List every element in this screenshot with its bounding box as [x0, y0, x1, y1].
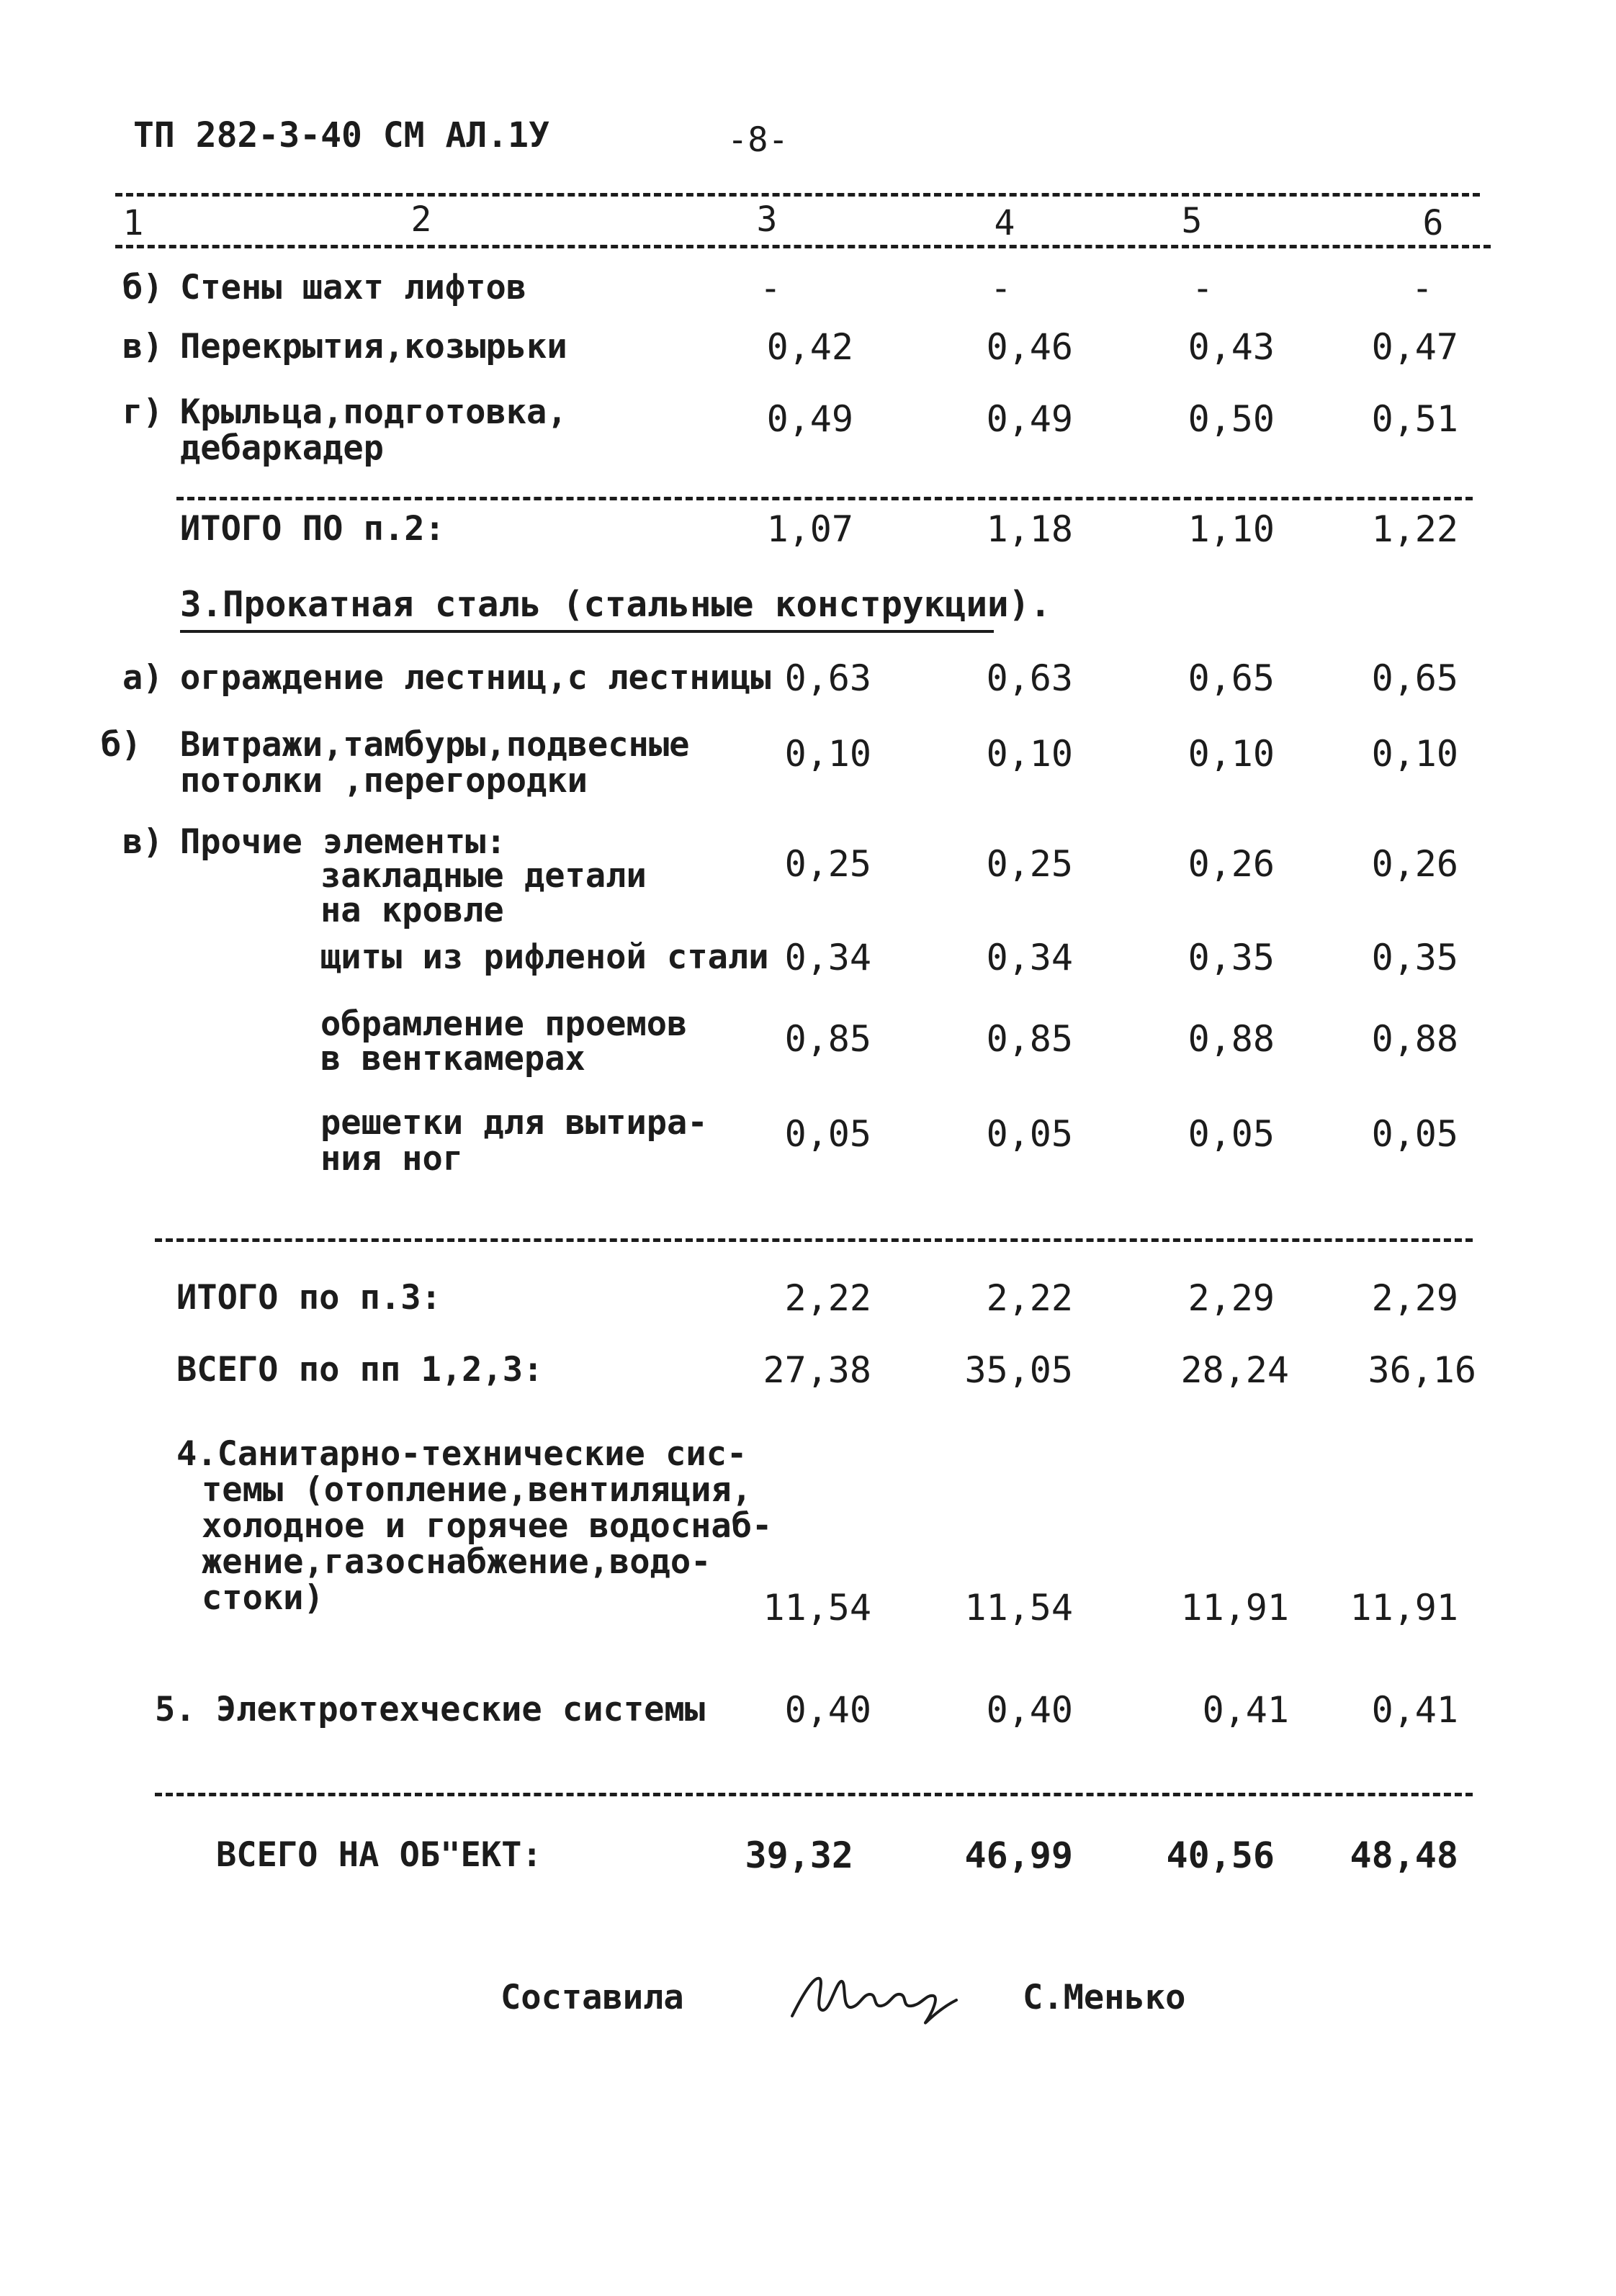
value-col3: -	[759, 267, 781, 309]
grand-total-label: ВСЕГО НА ОБ"ЕКТ:	[216, 1835, 542, 1875]
column-header-1: 1	[122, 203, 144, 243]
value-col6: 1,22	[1371, 508, 1458, 550]
row-label-cont: потолки ,перегородки	[180, 761, 588, 801]
section-4-label-cont: стоки)	[202, 1578, 324, 1618]
value-col3: 1,07	[766, 508, 853, 550]
row-mark: б)	[122, 268, 163, 307]
section-3-total-rule	[155, 1238, 1473, 1242]
value-col6: 0,26	[1371, 843, 1458, 885]
value-col6: 0,05	[1371, 1113, 1458, 1155]
value-col6: 36,16	[1368, 1349, 1476, 1391]
subrow-label: обрамление проемов	[320, 1004, 688, 1044]
value-col5: -	[1191, 267, 1213, 309]
value-col5: 40,56	[1166, 1834, 1275, 1876]
row-label: Прочие элементы:	[180, 822, 506, 862]
value-col3: 0,49	[766, 398, 853, 440]
subrow-label-cont: на кровле	[320, 891, 504, 930]
subtotal-rule	[176, 497, 1473, 500]
section-3-title: 3.Прокатная сталь (стальные конструкции).	[180, 584, 1051, 625]
column-header-2: 2	[410, 199, 432, 240]
section-4-label-cont: темы (отопление,вентиляция,	[202, 1470, 753, 1510]
handwritten-signature	[785, 1966, 965, 2030]
value-col4: 1,18	[986, 508, 1073, 550]
value-col4: -	[989, 267, 1012, 309]
row-label: ограждение лестниц,с лестницы	[180, 658, 771, 698]
section-3-underline	[180, 630, 994, 633]
value-col4: 0,63	[986, 657, 1073, 699]
value-col4: 0,46	[986, 326, 1073, 368]
value-col3: 39,32	[745, 1834, 853, 1876]
row-label: Крыльца,подготовка,	[180, 392, 567, 432]
value-col5: 0,10	[1188, 733, 1275, 775]
value-col4: 46,99	[964, 1834, 1073, 1876]
value-col5: 2,29	[1188, 1277, 1275, 1319]
subrow-label: закладные детали	[320, 856, 647, 896]
section-4-label-cont: холодное и горячее водоснаб-	[202, 1506, 773, 1546]
value-col3: 11,54	[763, 1587, 871, 1629]
value-col6: 0,10	[1371, 733, 1458, 775]
header-rule-top	[115, 193, 1480, 197]
value-col4: 0,85	[986, 1018, 1073, 1060]
subrow-label-cont: ния ног	[320, 1139, 464, 1179]
grand-total-rule	[155, 1793, 1473, 1796]
total-2-label: ИТОГО ПО п.2:	[180, 509, 445, 549]
row-mark: г)	[122, 392, 163, 432]
compiler-name: С.Менько	[1023, 1978, 1186, 2017]
row-mark: в)	[122, 327, 163, 366]
value-col4: 0,25	[986, 843, 1073, 885]
section-5-label: 5. Электротехческие системы	[155, 1690, 706, 1729]
row-label: Перекрытия,козырьки	[180, 327, 567, 366]
value-col6: -	[1411, 267, 1433, 309]
section-4-label: 4.Санитарно-технические сис-	[176, 1434, 748, 1474]
value-col4: 0,40	[986, 1689, 1073, 1731]
value-col5: 11,91	[1180, 1587, 1289, 1629]
value-col3: 0,34	[784, 937, 871, 978]
row-label: Витражи,тамбуры,подвесные	[180, 725, 690, 765]
value-col3: 0,05	[784, 1113, 871, 1155]
value-col3: 0,25	[784, 843, 871, 885]
value-col4: 11,54	[964, 1587, 1073, 1629]
subrow-label: щиты из рифленой стали	[320, 937, 769, 977]
total-123-label: ВСЕГО по пп 1,2,3:	[176, 1350, 544, 1390]
value-col6: 2,29	[1371, 1277, 1458, 1319]
section-4-label-cont: жение,газоснабжение,водо-	[202, 1542, 712, 1582]
value-col5: 0,43	[1188, 326, 1275, 368]
header-rule-bottom	[115, 245, 1491, 248]
row-mark: б)	[101, 725, 142, 765]
value-col4: 0,49	[986, 398, 1073, 440]
value-col5: 0,50	[1188, 398, 1275, 440]
value-col4: 0,34	[986, 937, 1073, 978]
value-col5: 1,10	[1188, 508, 1275, 550]
row-mark: а)	[122, 658, 163, 698]
subrow-label: решетки для вытира-	[320, 1103, 708, 1143]
value-col6: 0,41	[1371, 1689, 1458, 1731]
row-mark: в)	[122, 822, 163, 862]
value-col4: 0,10	[986, 733, 1073, 775]
total-3-label: ИТОГО по п.3:	[176, 1278, 441, 1318]
value-col6: 48,48	[1350, 1834, 1458, 1876]
value-col5: 0,35	[1188, 937, 1275, 978]
value-col3: 2,22	[784, 1277, 871, 1319]
value-col6: 0,88	[1371, 1018, 1458, 1060]
value-col5: 0,05	[1188, 1113, 1275, 1155]
value-col5: 28,24	[1180, 1349, 1289, 1391]
value-col3: 0,10	[784, 733, 871, 775]
subrow-label-cont: в венткамерах	[320, 1039, 585, 1079]
value-col5: 0,41	[1202, 1689, 1289, 1731]
value-col4: 0,05	[986, 1113, 1073, 1155]
value-col4: 35,05	[964, 1349, 1073, 1391]
value-col5: 0,88	[1188, 1018, 1275, 1060]
value-col3: 27,38	[763, 1349, 871, 1391]
value-col3: 0,85	[784, 1018, 871, 1060]
row-label-cont: дебаркадер	[180, 428, 384, 468]
value-col3: 0,63	[784, 657, 871, 699]
value-col6: 0,51	[1371, 398, 1458, 440]
column-header-6: 6	[1422, 203, 1444, 243]
document-code: ТП 282-3-40 СМ АЛ.1У	[133, 115, 549, 156]
value-col3: 0,40	[784, 1689, 871, 1731]
value-col5: 0,26	[1188, 843, 1275, 885]
row-label: Стены шахт лифтов	[180, 268, 527, 307]
column-header-5: 5	[1181, 201, 1203, 241]
column-header-3: 3	[756, 199, 778, 240]
value-col5: 0,65	[1188, 657, 1275, 699]
value-col3: 0,42	[766, 326, 853, 368]
value-col6: 0,47	[1371, 326, 1458, 368]
compiled-by-label: Составила	[500, 1978, 684, 2017]
value-col6: 11,91	[1350, 1587, 1458, 1629]
value-col6: 0,35	[1371, 937, 1458, 978]
page-number: -8-	[727, 120, 789, 160]
value-col4: 2,22	[986, 1277, 1073, 1319]
column-header-4: 4	[994, 203, 1015, 243]
value-col6: 0,65	[1371, 657, 1458, 699]
